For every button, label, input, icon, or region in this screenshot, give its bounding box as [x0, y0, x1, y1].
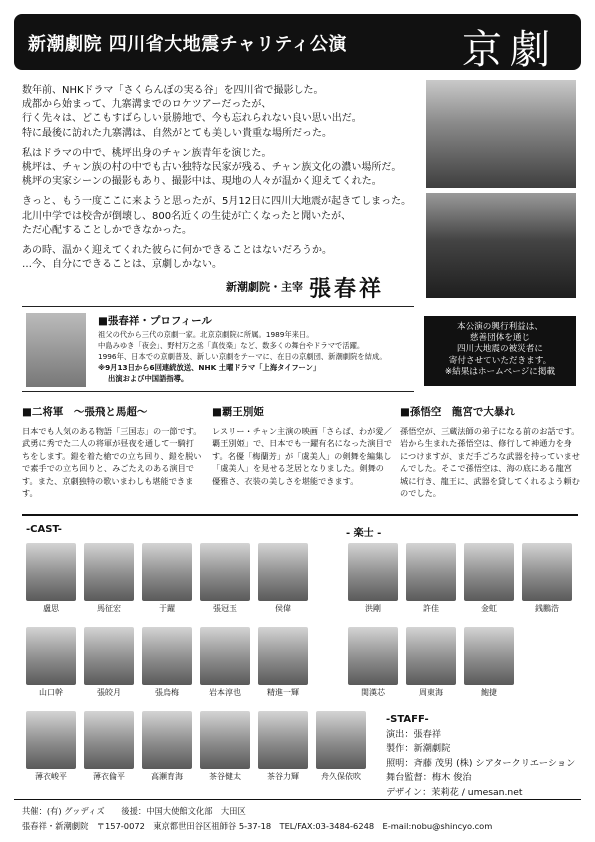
- profile-photo: [26, 313, 86, 387]
- cast-label: -CAST-: [26, 524, 62, 535]
- program-text: 日本でも人気のある物語「三国志」の一節です。武勇に秀でた二人の将軍が昼夜を通して一騎打ちをします。鎧を着た槍での立ち回り、鎧を脱いで素手での立ち回りと、みごたえのある演目です。また、京劇独特の歌いまわしも堪能できます。: [22, 426, 202, 499]
- cast-photo: [84, 627, 134, 685]
- intro-line: 特に最後に訪れた九寨溝は、自然がとても美しい貴重な場所だった。: [22, 127, 332, 139]
- intro-line: 北川中学では校舎が倒壊し、800名近くの生徒が亡くなったと聞いたが、: [22, 210, 352, 222]
- intro-line: 私はドラマの中で、桃坪出身のチャン族青年を演じた。: [22, 147, 272, 159]
- intro-line: 行く先々は、どこもすばらしい景勝地で、今も忘れられない良い思い出だ。: [22, 113, 362, 125]
- profile-line: 1996年、日本での京劇普及、新しい京劇をテーマに、在日の京劇団、新潮劇院を結成。: [98, 352, 387, 361]
- program-text: レスリー・チャン主演の映画「さらば、わが愛／覇王別姫」で、日本でも一躍有名になった演目です。名優「梅蘭芳」が「虞美人」の剣舞を編集し「虞美人」を見せる芝居となりました。剣舞の優雅さ、衣装の美しさを堪能できます。: [212, 426, 392, 486]
- program-nishogun: [22, 404, 202, 499]
- intro-line: ただ心配することしかできなかった。: [22, 224, 192, 236]
- band-member: [406, 627, 456, 698]
- cast-member: [142, 627, 192, 698]
- section-divider: [22, 514, 578, 516]
- intro-line: 桃坪の実家シーンの撮影もあり、撮影中は、現地の人々が温かく迎えてくれた。: [22, 176, 382, 188]
- village-photo: [426, 80, 576, 188]
- band-name: 周東海: [419, 688, 443, 697]
- cast-name: 薄衣倫平: [93, 772, 125, 781]
- profile-line: 祖父の代から三代の京劇一家。北京京劇院に所属。1989年来日。: [98, 330, 314, 339]
- intro-para-2: [22, 147, 416, 190]
- charity-line: 本公演の興行利益は、: [457, 322, 543, 332]
- intro-line: …今、自分にできることは、京劇しかない。: [22, 259, 222, 271]
- cast-photo: [84, 543, 134, 601]
- cast-name: 張烏梅: [155, 688, 179, 697]
- cast-name: 盧思: [43, 604, 59, 613]
- cast-name: 于躍: [159, 604, 175, 613]
- cast-photo: [26, 627, 76, 685]
- cast-name: 茶谷健太: [209, 772, 241, 781]
- staff-title: -STAFF-: [386, 714, 429, 725]
- band-photo: [406, 543, 456, 601]
- band-photo: [348, 543, 398, 601]
- charity-line: ※結果はホームページに掲載: [444, 366, 556, 377]
- intro-line: 桃坪は、チャン族の村の中でも古い独特な民家が残る、チャン族文化の濃い場所だ。: [22, 162, 402, 174]
- band-photo: [522, 543, 572, 601]
- band-member: [348, 627, 398, 698]
- profile-title: ■張春祥・プロフィール: [98, 315, 212, 327]
- band-name: 洪剛: [365, 604, 381, 613]
- band-label: - 楽士 -: [346, 528, 382, 539]
- charity-line: 四川大地震の被災者に: [457, 344, 543, 355]
- cast-member: [200, 543, 250, 614]
- staff-line: 照明：斉藤 茂男 (株) シアタークリエーション: [386, 757, 576, 769]
- cast-photo: [142, 627, 192, 685]
- intro-para-1: [22, 84, 416, 141]
- band-name: 関漢芯: [361, 688, 385, 697]
- cast-member: [26, 627, 76, 698]
- charity-notice: [424, 316, 576, 386]
- cast-member: [26, 711, 76, 782]
- program-title: ■孫悟空 龍宮で大暴れ: [400, 406, 515, 418]
- cast-photo: [142, 711, 192, 769]
- intro-line: きっと、もう一度ここに来ようと思ったが、5月12日に四川大地震が起きてしまった。: [22, 196, 412, 208]
- program-text: 孫悟空が、三蔵法師の弟子になる前のお話です。岩から生まれた孫悟空は、修行して神通力を身につけますが、まだ手ごろな武器を持っていませんでした。そこで孫悟空は、海の底にある龍宮城に行き、龍王に、武器を貸してくれるよう頼むのでした。: [400, 426, 580, 499]
- band-photo: [464, 543, 514, 601]
- cast-name: 舟久保依吹: [321, 772, 361, 781]
- profile-line: 中島みゆき「夜会」、野村万之丞「真伎楽」など、数多くの舞台やドラマで活躍。: [98, 341, 365, 350]
- signature-name: 張春祥: [309, 276, 385, 302]
- staff-line: デザイン：茉莉花 / umesan.net: [386, 786, 523, 798]
- profile-text: [98, 329, 410, 384]
- program-title: ■二将軍 ～張飛と馬超～: [22, 406, 148, 418]
- staff-line: 舞台監督：梅木 俊治: [386, 772, 472, 783]
- band-photo: [406, 627, 456, 685]
- intro-para-4: [22, 244, 416, 272]
- intro-line: 成都から始まって、九寨溝までのロケツアーだったが、: [22, 99, 272, 111]
- cast-name: 茶谷力輝: [267, 772, 299, 781]
- children-photo: [426, 193, 576, 298]
- cast-photo: [258, 543, 308, 601]
- footer-sponsors: 共催：(有) グッディズ 後援：中国大使館文化部 大田区: [22, 806, 246, 816]
- footer-contact: 張春祥・新潮劇院 〒157-0072 東京都世田谷区祖師谷 5-37-18 TEL/FAX:03-3484-6248 E-mail:nobu@shincyo.com: [22, 821, 493, 831]
- profile-note: 出演および中国語指導。: [108, 374, 189, 383]
- intro-line: 数年前、NHKドラマ「さくらんぼの実る谷」を四川省で撮影した。: [22, 85, 324, 96]
- band-name: 許佳: [423, 604, 439, 613]
- cast-name: 高瀬育海: [151, 772, 183, 781]
- cast-photo: [84, 711, 134, 769]
- cast-name: 薄衣峻平: [35, 772, 67, 781]
- cast-name: 張冠玉: [213, 604, 237, 613]
- cast-photo: [200, 711, 250, 769]
- intro-para-3: [22, 195, 416, 238]
- band-name: 鮑捷: [481, 688, 497, 697]
- cast-member: [142, 543, 192, 614]
- staff-line: 製作：新潮劇院: [386, 743, 451, 754]
- cast-member: [200, 627, 250, 698]
- program-songokuu: [400, 404, 580, 499]
- signature-role: 新潮劇院・主宰: [226, 280, 303, 294]
- cast-name: 張皎月: [97, 688, 121, 697]
- cast-photo: [26, 711, 76, 769]
- staff-credits: [386, 713, 575, 800]
- cast-photo: [200, 543, 250, 601]
- charity-line: 慈善団体を通じ: [469, 333, 531, 344]
- cast-name: 山口幹: [39, 688, 63, 697]
- program-haobieji: [212, 404, 392, 487]
- cast-member: [84, 627, 134, 698]
- cast-member: [316, 711, 366, 782]
- program-title: ■覇王別姫: [212, 406, 264, 418]
- band-member: [348, 543, 398, 614]
- cast-member: [84, 711, 134, 782]
- cast-member: [84, 543, 134, 614]
- charity-line: 寄付させていただきます。: [448, 355, 552, 366]
- header-banner: [14, 14, 581, 73]
- footer-divider: [14, 799, 581, 800]
- signature: [226, 272, 384, 303]
- cast-member: [26, 543, 76, 614]
- page-title: 新潮劇院 四川省大地震チャリティ公演: [28, 34, 347, 55]
- band-photo: [348, 627, 398, 685]
- cast-member: [258, 543, 308, 614]
- cast-member: [142, 711, 192, 782]
- profile-note: ※9月13日から6回連続放送、NHK 土曜ドラマ「上海タイフーン」: [98, 363, 321, 372]
- band-member: [464, 627, 514, 698]
- profile-box: [22, 306, 414, 392]
- cast-photo: [258, 711, 308, 769]
- headline-kyogeki: 京劇: [462, 27, 558, 73]
- cast-member: [200, 711, 250, 782]
- cast-photo: [142, 543, 192, 601]
- band-name: 金虹: [481, 604, 497, 613]
- band-member: [464, 543, 514, 614]
- staff-line: 演出：張春祥: [386, 728, 442, 740]
- cast-photo: [200, 627, 250, 685]
- intro-text: [22, 84, 416, 278]
- cast-photo: [26, 543, 76, 601]
- band-member: [522, 543, 572, 614]
- cast-name: 馬征宏: [97, 604, 121, 613]
- cast-photo: [258, 627, 308, 685]
- cast-member: [258, 711, 308, 782]
- band-name: 銭鵬浩: [535, 604, 559, 613]
- cast-member: [258, 627, 308, 698]
- cast-name: 侯偉: [275, 604, 291, 613]
- cast-name: 岩本淳也: [209, 688, 241, 697]
- intro-line: あの時、温かく迎えてくれた彼らに何かできることはないだろうか。: [22, 245, 332, 257]
- cast-photo: [316, 711, 366, 769]
- band-member: [406, 543, 456, 614]
- band-photo: [464, 627, 514, 685]
- cast-name: 精進一輝: [267, 688, 299, 697]
